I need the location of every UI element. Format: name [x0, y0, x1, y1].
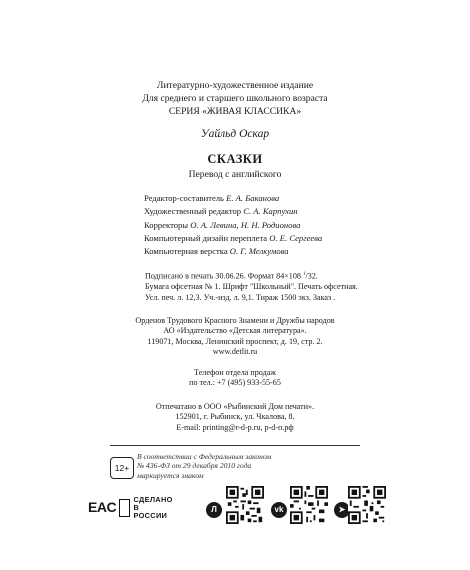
printer-info	[0, 402, 470, 433]
divider	[110, 445, 360, 446]
publisher-website: www.detlit.ru	[212, 346, 258, 356]
printer-line: Отпечатано в ООО «Рыбинский Дом печати».	[155, 402, 315, 411]
publisher-line: АО «Издательство «Детская литература».	[163, 326, 307, 336]
sales-info	[0, 368, 470, 389]
vk-icon: vk	[271, 502, 287, 518]
law-notice-line: № 436-ФЗ от 29 декабря 2010 года	[137, 461, 252, 471]
series: СЕРИЯ «ЖИВАЯ КЛАССИКА»	[168, 106, 302, 117]
credits	[144, 192, 322, 258]
qr-code-icon	[348, 486, 386, 524]
author: Уайльд Оскар	[200, 128, 270, 140]
publisher-line: 119071, Москва, Ленинский проспект, д. 19, стр. 2.	[147, 336, 323, 346]
litres-icon: Л	[206, 502, 222, 518]
sales-line: Телефон отдела продаж	[194, 368, 276, 377]
sales-phone: по тел.: +7 (495) 933-55-65	[189, 378, 281, 388]
qr-code-icon	[290, 486, 328, 524]
print-info-line: Подписано в печать 30.06.26. Формат 84×108 $^1$/32.	[145, 271, 318, 281]
credit-line: Корректоры О. А. Левина, Н. Н. Родионова	[144, 219, 301, 230]
translation-note: Перевод с английского	[188, 169, 282, 180]
made-in-russia-box-icon	[119, 499, 130, 517]
age-rating-badge: 12+	[110, 457, 134, 479]
credit-line: Компьютерная верстка О. Г. Мелкумова	[144, 246, 289, 257]
printer-email: E-mail: printing@r-d-p.ru, p-d-п.рф	[176, 422, 294, 432]
edition-type: Литературно-художественное издание	[156, 80, 314, 91]
law-notice	[137, 452, 271, 480]
publisher-info	[0, 316, 470, 357]
law-notice-line: В соответствии с Федеральным законом	[137, 452, 272, 461]
credit-line: Компьютерный дизайн переплета О. Е. Сергеева	[144, 232, 323, 243]
law-notice-line: маркируется знаком	[137, 470, 204, 480]
made-in-russia-logo	[119, 497, 173, 519]
book-title: СКАЗКИ	[207, 152, 263, 166]
credit-line: Редактор-составитель Е. А. Баканова	[144, 193, 280, 203]
eac-mark-icon: EAC	[88, 499, 117, 515]
audience: Для среднего и старшего школьного возраста	[142, 93, 328, 104]
print-info-line: Бумага офсетная № 1. Шрифт "Школьный". Печать офсетная.	[145, 282, 358, 292]
print-info-line: Усл. печ. л. 12,3. Уч.-изд. л. 9,1. Тираж 1500 экз. Заказ .	[145, 293, 336, 303]
credit-line: Художественный редактор С. А. Карпухин	[144, 206, 298, 217]
made-in-russia-text: СДЕЛАНО В РОССИИ	[133, 495, 173, 520]
telegram-icon: ➤	[334, 502, 350, 518]
qr-code-icon	[226, 486, 264, 524]
print-info	[145, 270, 358, 304]
printer-line: 152901, г. Рыбинск, ул. Чкалова, 8.	[175, 412, 295, 422]
publisher-line: Орденов Трудового Красного Знамени и Дружбы народов	[135, 316, 335, 325]
